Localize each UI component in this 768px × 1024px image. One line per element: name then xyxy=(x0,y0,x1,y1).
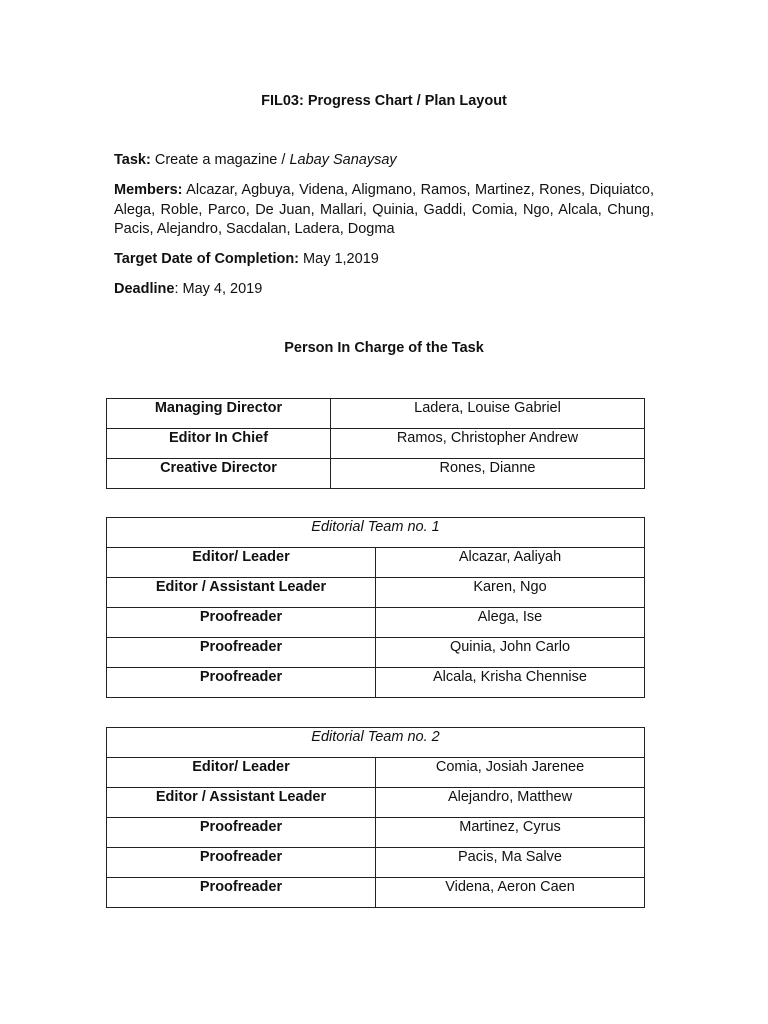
name-cell: Pacis, Ma Salve xyxy=(376,848,645,878)
role-cell: Managing Director xyxy=(107,399,331,429)
name-cell: Videna, Aeron Caen xyxy=(376,878,645,908)
target-date-value: May 1,2019 xyxy=(303,251,379,267)
table-row xyxy=(107,788,645,818)
role-cell: Proofreader xyxy=(107,638,376,668)
name-cell: Karen, Ngo xyxy=(376,578,645,608)
members-line xyxy=(114,181,654,240)
role-cell: Proofreader xyxy=(107,818,376,848)
document-title: FIL03: Progress Chart / Plan Layout xyxy=(261,93,507,109)
team-caption: Editorial Team no. 1 xyxy=(107,518,645,548)
role-cell: Editor In Chief xyxy=(107,429,331,459)
role-cell: Editor/ Leader xyxy=(107,548,376,578)
name-cell: Rones, Dianne xyxy=(331,459,645,489)
task-label: Task: xyxy=(114,152,151,168)
role-cell: Editor / Assistant Leader xyxy=(107,578,376,608)
deadline-line xyxy=(114,280,654,300)
role-cell: Editor/ Leader xyxy=(107,758,376,788)
role-cell: Proofreader xyxy=(107,878,376,908)
table-row xyxy=(107,429,645,459)
name-cell: Alcala, Krisha Chennise xyxy=(376,668,645,698)
editorial-team-2-table xyxy=(106,727,645,908)
name-cell: Alega, Ise xyxy=(376,608,645,638)
table-row xyxy=(107,758,645,788)
role-cell: Editor / Assistant Leader xyxy=(107,788,376,818)
name-cell: Alcazar, Aaliyah xyxy=(376,548,645,578)
role-cell: Proofreader xyxy=(107,848,376,878)
deadline-value: : May 4, 2019 xyxy=(174,281,263,297)
table-row xyxy=(107,459,645,489)
name-cell: Martinez, Cyrus xyxy=(376,818,645,848)
table-row xyxy=(107,668,645,698)
table-row xyxy=(107,638,645,668)
task-line xyxy=(114,151,654,171)
table-row xyxy=(107,548,645,578)
name-cell: Ramos, Christopher Andrew xyxy=(331,429,645,459)
name-cell: Comia, Josiah Jarenee xyxy=(376,758,645,788)
table-row xyxy=(107,608,645,638)
members-text: Alcazar, Agbuya, Videna, Aligmano, Ramos, Martinez, Rones, Diquiatco, Alega, Roble, Parco, De Juan, Mallari, Quinia, Gaddi, Comia, Ngo, Alcala, Chung, Pacis, Alejandro, Sacdalan, Ladera, Dogma xyxy=(114,182,654,237)
role-cell: Proofreader xyxy=(107,608,376,638)
table-row xyxy=(107,399,645,429)
role-cell: Proofreader xyxy=(107,668,376,698)
name-cell: Alejandro, Matthew xyxy=(376,788,645,818)
name-cell: Quinia, John Carlo xyxy=(376,638,645,668)
table-row xyxy=(107,878,645,908)
table-row xyxy=(107,818,645,848)
name-cell: Ladera, Louise Gabriel xyxy=(331,399,645,429)
task-text: Create a magazine / xyxy=(154,152,290,168)
table-caption-row xyxy=(107,728,645,758)
target-date-label: Target Date of Completion: xyxy=(114,251,300,267)
target-date-line xyxy=(114,250,654,270)
task-italic: Labay Sanaysay xyxy=(289,152,397,168)
editorial-team-1-table xyxy=(106,517,645,698)
role-cell: Creative Director xyxy=(107,459,331,489)
table-caption-row xyxy=(107,518,645,548)
members-label: Members: xyxy=(114,182,183,198)
team-caption: Editorial Team no. 2 xyxy=(107,728,645,758)
leadership-table xyxy=(106,398,645,489)
table-row xyxy=(107,848,645,878)
section-title: Person In Charge of the Task xyxy=(284,340,484,356)
table-row xyxy=(107,578,645,608)
deadline-label: Deadline xyxy=(114,281,175,297)
